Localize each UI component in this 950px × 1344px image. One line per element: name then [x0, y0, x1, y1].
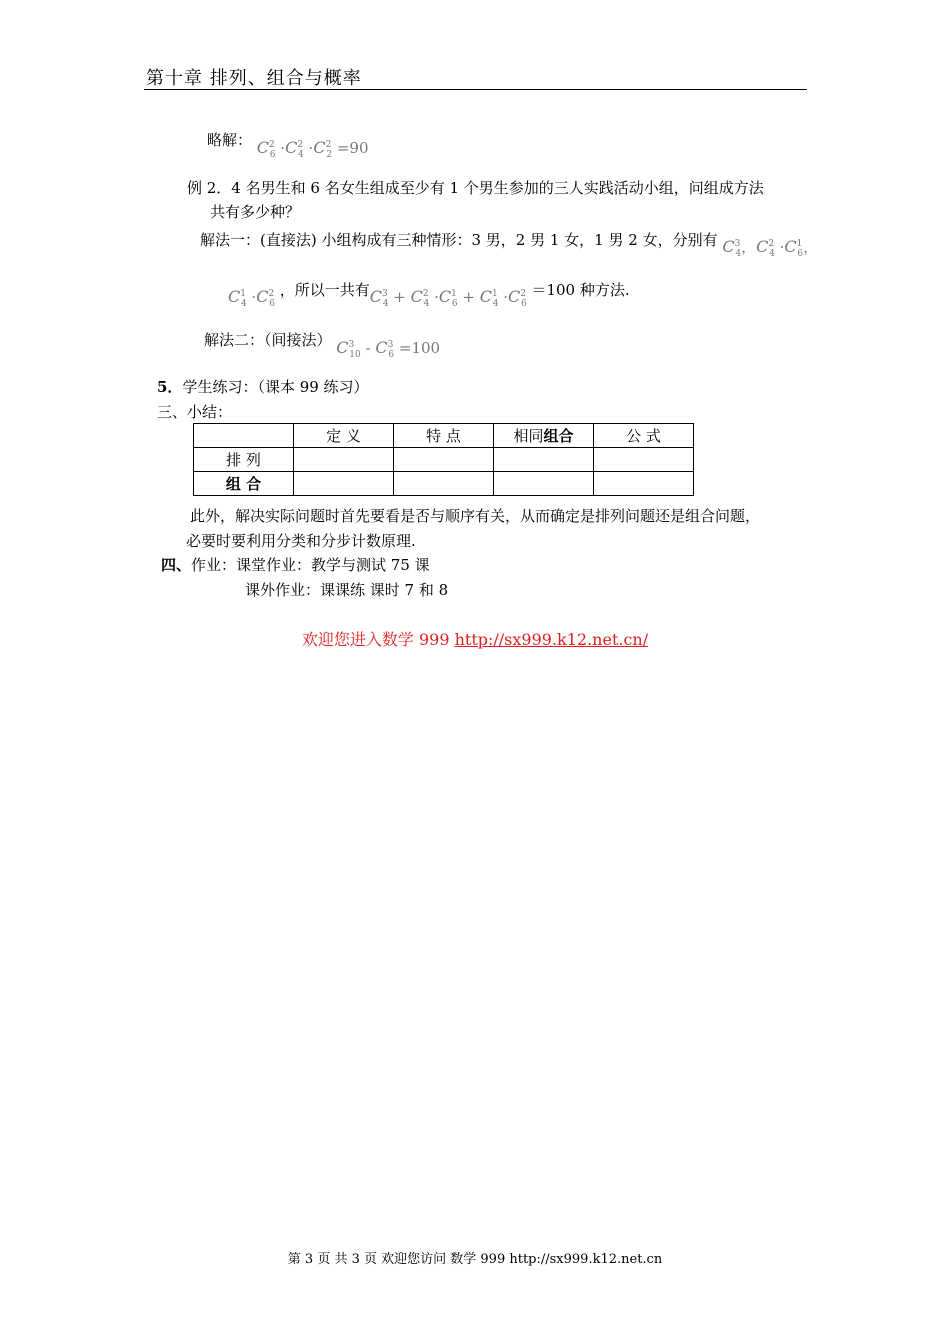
- method2-minus: -: [365, 339, 371, 357]
- method2-label: 解法二：（间接法）: [204, 331, 332, 349]
- homework-class: 作业：课堂作业：教学与测试 75 课: [191, 556, 430, 574]
- section3-label: 三、小结：: [157, 403, 233, 421]
- table-header-cell: 特 点: [394, 424, 494, 448]
- table-cell: [594, 472, 694, 496]
- table-row-label: 组 合: [194, 472, 294, 496]
- conclusion-line2: 必要时要利用分类和分步计数原理.: [186, 532, 416, 550]
- welcome-banner: [0, 627, 950, 650]
- homework-line2: 课外作业：课课练 课时 7 和 8: [245, 581, 449, 599]
- example2-line2: 共有多少种？: [210, 203, 301, 221]
- summary-table: [193, 423, 694, 496]
- homework-line1: [161, 554, 430, 575]
- table-header-combination: 组合: [543, 427, 574, 445]
- table-cell: [294, 448, 394, 472]
- table-cell: [394, 472, 494, 496]
- method1-text: 解法一：(直接法) 小组构成有三种情形：3 男，2 男 1 女，1 男 2 女，分别有: [200, 231, 718, 249]
- table-cell: [594, 448, 694, 472]
- page-footer: 第 3 页 共 3 页 欢迎您访问 数学 999 http://sx999.k12.net.cn: [287, 1252, 663, 1267]
- item5-text: 学生练习：（课本 99 练习）: [182, 378, 369, 396]
- table-cell: [394, 448, 494, 472]
- table-cell: [494, 448, 594, 472]
- table-row: [194, 448, 694, 472]
- method1-sum-formula: $C^3_4 + C^2_4 \cdot C^1_6 + C^1_4 \cdot C^2_6$: [369, 287, 527, 309]
- method1-result: ＝100 种方法.: [531, 281, 630, 299]
- table-header-cell: [494, 424, 594, 448]
- method1-cases-formula: $C^3_4$，$C^2_4 \cdot C^1_6$，: [722, 237, 819, 259]
- table-row: [194, 472, 694, 496]
- conclusion-line1: 此外，解决实际问题时首先要看是否与顺序有关，从而确定是排列问题还是组合问题，: [190, 507, 761, 525]
- brief-solution: [207, 129, 369, 160]
- table-cell: [494, 472, 594, 496]
- table-header-same: 相同: [513, 427, 544, 445]
- method1-conj: ，所以一共有: [279, 281, 370, 299]
- method1-case3-formula: $C^1_4 \cdot C^2_6$: [228, 287, 275, 309]
- brief-result: =90: [336, 139, 369, 157]
- table-row: [194, 424, 694, 448]
- method2-result: =100: [398, 339, 441, 357]
- table-header-cell: [194, 424, 294, 448]
- brief-label: 略解：: [207, 131, 253, 149]
- table-header-cell: 定 义: [294, 424, 394, 448]
- method1-line1: [200, 229, 819, 259]
- example2-line1: 例 2．4 名男生和 6 名女生组成至少有 1 个男生参加的三人实践活动小组，问组成方法: [187, 179, 764, 197]
- brief-formula: $C^2_6 \cdot C^2_4 \cdot C^2_2 =90$: [256, 138, 369, 160]
- header-divider: [144, 89, 807, 90]
- table-row-label: 排 列: [194, 448, 294, 472]
- item5-number: 5．: [157, 378, 183, 396]
- welcome-link[interactable]: http://sx999.k12.net.cn/: [454, 630, 649, 649]
- method2-formula: $C^3_{10} - C^3_6 =100$: [336, 338, 441, 360]
- table-header-cell: 公 式: [594, 424, 694, 448]
- method2-line: [204, 329, 441, 360]
- page-header-title: 第十章 排列、组合与概率: [146, 68, 362, 89]
- method1-line2: [228, 279, 630, 309]
- homework-label: 四、: [161, 556, 192, 574]
- welcome-text: 欢迎您进入数学 999: [301, 630, 455, 649]
- item5-line: [157, 376, 369, 397]
- table-cell: [294, 472, 394, 496]
